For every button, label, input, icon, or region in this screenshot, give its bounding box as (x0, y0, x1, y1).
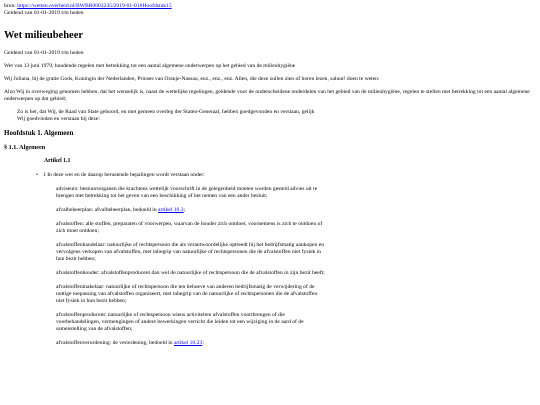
definitions-list (56, 186, 326, 347)
law-intro: Wet van 13 juni 1979, houdende regelen met betrekking tot een aantal algemene onderwerpen op het gebied van de milieuhygiëne (4, 63, 296, 69)
valid-date: Geldend van 01-01-2019 t/m heden (4, 50, 84, 56)
law-title: Wet milieubeheer (4, 30, 84, 41)
article-heading: Artikel 1.1 (44, 158, 71, 164)
definition-item: afvalstoffen: alle stoffen, preparaten of voorwerpen, waarvan de houder zich ontdoet, voornemens is zich te ontdoen of zich moet ontdoen; (56, 221, 323, 234)
section-heading: § 1.1. Algemeen (4, 144, 46, 151)
definition-item: afvalstoffenverordening: de verordening, bedoeld in artikel 10.23; (56, 340, 204, 346)
article-link[interactable]: artikel 10.3 (158, 207, 184, 213)
definition-item: adviseurs: bestuursorganen die krachtens wettelijk voorschrift in de gelegenheid moeten worden gesteld advies uit te brengen met betrekking tot het geven van een beschikking of het nemen van een ander besluit; (56, 186, 318, 199)
enactment-clause: Zo is het, dat Wij, de Raad van State gehoord, en met gemeen overleg der Staten-Generaal, hebben goedgevonden en verstaan, gelijk Wij goedvinden en verstaan bij deze: (17, 109, 315, 122)
bullet-icon: • (36, 172, 38, 178)
definition-item: afvalstoffenproducent: natuurlijke of rechtspersoon wiens activiteiten afvalstoffen voortbrengen of die voorbehandelingen, vermengingen of andere bewerkingen verricht die leiden tot een wijziging in de aard of de samenstelling van de afvalstoffen; (56, 312, 304, 332)
lid-text: 1 In deze wet en de daarop berustende bepalingen wordt verstaan onder: (43, 172, 205, 178)
source-link[interactable]: https://wetten.overheid.nl/BWBR0003245/2019-01-01#Hoofdstuk15 (17, 3, 172, 9)
preamble: Wij Juliana, bij de gratie Gods, Koningin der Nederlanden, Prinses van Oranje-Nassau, enz., enz., enz. Allen, die deze zullen zien of horen lezen, saluut! doen te weten: (4, 76, 380, 82)
source-valid-date: Geldend van 01-01-2019 t/m heden (4, 10, 84, 16)
article-link[interactable]: artikel 10.23 (173, 340, 203, 346)
article-lid (36, 172, 536, 179)
definition-item: afvalstoffenhouder: afvalstoffenproducent dan wel de natuurlijke of rechtspersoon die de afvalstoffen in zijn bezit heeft; (56, 270, 325, 276)
definition-item: afvalbeheerplan: afvalbeheerplan, bedoeld in artikel 10.3; (56, 207, 186, 213)
consideration: Alzo Wij in overweging genomen hebben, dat het wenselijk is, naast de wettelijke regelingen, geldende voor de onderscheidene onderdelen van het gebied van de milieuhygiëne, regelen te stellen met betrekking tot een aantal algemene onderwerpen op dat gebied; (4, 89, 530, 102)
source-line (4, 3, 536, 10)
definition-item: afvalstoffenmakelaar: natuurlijke of rechtspersoon die ten behoeve van anderen bedrijfsmatig de verwijdering of de nuttige toepassing van afvalstoffen organiseert, met inbegrip van de natuurlijke of rechtspersonen die de afvalstoffen niet fysiek in hun bezit hebben; (56, 284, 318, 304)
chapter-heading: Hoofdstuk 1. Algemeen (4, 129, 74, 137)
source-label: bron: (4, 3, 18, 9)
definition-item: afvalstoffenhandelaar: natuurlijke of rechtspersoon die als verantwoordelijke optreedt bij het bedrijfsmatig aankopen en vervolgens verkopen van afvalstoffen, met inbegrip van natuurlijke of rechtspersonen die de afvalstoffen niet fysiek in hun bezit hebben; (56, 242, 324, 262)
